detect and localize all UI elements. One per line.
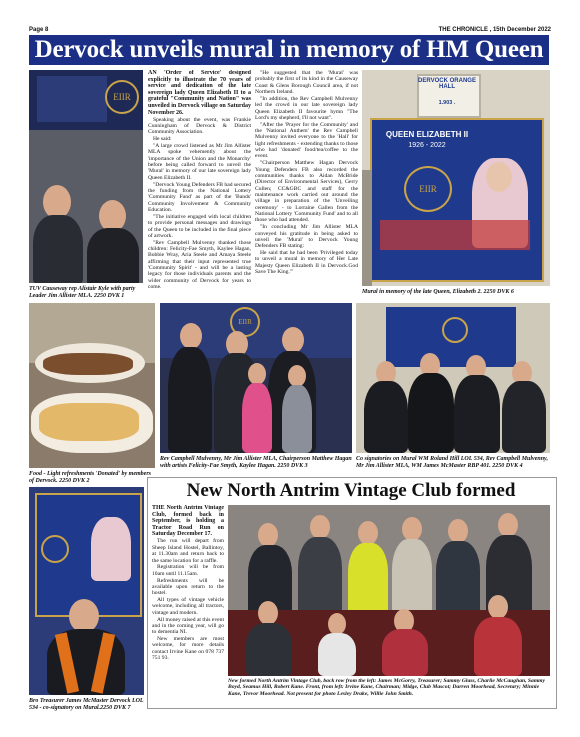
photo-treasurer [29,487,144,695]
article-paragraph: "He suggested that the 'Mural' was probably the first of its kind in the Causeway Coast & Glens Borough Council area, if not Northern Ireland. [255,70,358,96]
vintage-paragraph: All types of vintage vehicle welcome, including all tractors, vintage and modern. [152,597,224,616]
photo-mural [362,70,550,286]
headline-banner: Dervock unveils mural in memory of HM Queen [29,35,549,65]
photo-cosignatories [356,303,550,453]
caption-dvk1: TUV Causeway rep Alistair Kyle with party Leader Jim Allister MLA. 2250 DVK 1 [29,286,136,299]
royal-cipher-icon [442,317,468,343]
vintage-paragraph: All money raised at this event and in the coming year, will go to dementia NI. [152,616,224,636]
mural-queen-years: 1926 - 2022 [408,142,446,149]
photo-vintage-club [228,505,550,676]
article-lead: AN 'Order of Service' designed explicitly to illustrate the 70 years of service and dedication of the late sovereign lady Queen Elizabeth II to a grateful "Community and Nation" was unveiled in Dervock village on Saturday November 26. [148,70,251,116]
orange-hall-sign: DERVOCK ORANGE HALL [418,78,476,90]
article-paragraph: "Dervock Young Defenders FB had secured the funding from the National Lottery 'Community Fund' as part of the 'Bands' Community Involvement & Community Education. [148,181,251,213]
publication-date: THE CHRONICLE , 15th December 2022 [438,27,551,33]
photo-group-artists [160,303,352,453]
article-paragraph: "A large crowd listened as Mr Jim Allister MLA spoke vehemently about the 'importance of the Union and the Monarchy' before being called forward to unveil the 'Mural' in memory of our late sovereign lady Queen Elizabeth II. [148,143,251,181]
article-column-1 [148,70,251,298]
article-paragraph: "After the 'Prayer for the Community' and the 'National Anthem' the Rev Campbell Mulvenny invited everyone to the 'Hall' for light refreshments - extending thanks to those who had 'donated' food/tea/coffee to the event. [255,121,358,160]
royal-cipher-icon: EIIR [230,307,260,337]
article-paragraph: Speaking about the event, was Frankie Cunningham of Dervock & District Community Association. [148,116,251,136]
article-paragraph: "In addition, the Rev Campbell Mulvenny led the crowd in our late sovereign lady Queen Elizabeth II favourite hymn "The Lord's my shepherd, I'll not want". [255,95,358,121]
photo-refreshments [29,303,155,468]
article-paragraph: He said: [153,136,172,143]
caption-dvk7: Bro Treasurer James McMaster Dervock LOL 534 - co-signatory on Mural.2250 DVK 7 [29,698,144,711]
vintage-article [152,505,224,698]
article-column-2 [255,70,358,298]
article-paragraph: "Rev Campbell Mulvenny thanked those children: Felicity-Fae Smyth, Kaylee Hagan, Bobbie Wray, Aria Steele and Amaya Steele affirming that their input represented true 'Community Spirit' - and will be a lasting legacy for those individuals parents and the wider community of Dervock for years to come. [148,239,251,291]
vintage-paragraph: Registration will be from 10am until 11.15am. [152,564,224,577]
royal-cipher-icon: EIIR [404,166,452,212]
page-number: Page 8 [29,27,49,33]
vintage-paragraph: The run will depart from Sheep Island Hostel, Ballintoy, at 11.30am and return back to the same location for a raffle. [152,538,224,564]
caption-dvk3: Rev Campbell Mulvenny, Mr Jim Allister MLA, Chairperson Matthew Hagan with artists Felicity-Fae Smyth, Kaylee Hagan. 2250 DVK 3 [160,456,352,469]
royal-cipher-icon: EIIR [105,80,139,114]
article-paragraph: "In concluding Mr Jim Allister MLA conveyed his gratitude in being asked to unveil the 'Mural' to Dervock Young Defenders FB stating: [255,224,358,250]
vintage-paragraph: New members are most welcome, for more details contact Irvine Kane on 078 737 751 93. [152,636,224,662]
caption-dvk6: Mural in memory of the late Queen, Elizabeth 2. 2250 DVK 6 [362,289,514,295]
caption-dvk2: Food - Light refreshments 'Donated' by members of Dervock. 2250 DVK 2 [29,471,151,484]
vintage-headline: New North Antrim Vintage Club formed [186,480,516,501]
royal-cipher-icon [41,535,69,563]
caption-dvk4: Co signatories on Mural WM Roland Hill LOL 534, Rev Campbell Mulvenny, Mr Jim Allister MLA, WM James McMaster RBP 401. 2250 DVK 4 [356,456,548,469]
article-paragraph: "Chairperson Matthew Hagan Dervock Young Defenders FB also recorded the communities thanks to Aidan McBride (Director of Environmental Services), Gerry Cullen; CC&GBC and staff for the maintenance work carried out around the village in preparation of the 'Unveiling ceremony' - to Lorraine Gallen from the National Lottery 'Community Fund' and to all those who had attended. [255,160,358,224]
vintage-lead: THE North Antrim Vintage Club, formed back in September, is holding a Tractor Road Run on Saturday December 17. [152,505,224,538]
photo-tuv-reps [29,70,143,283]
article-paragraph: "The initiative engaged with local children to provide personal messages and drawings of the Queen to be included in the final piece of artwork. [148,213,251,239]
mural-queen-title: QUEEN ELIZABETH II [385,130,469,139]
article-paragraph: He said that he had been 'Privileged today to unveil a mural in memory of Her Late Majesty Queen Elizabeth II in Dervock.God Save The King.'" [255,250,358,276]
caption-vintage: New formed North Antrim Vintage Club, back row from the left: James McGorry, Treasurer; Sammy Glass, Charlie McCaughan, Sammy Boyd, Seamus Hill, Robert Kane. Front, from left: Irvine Kane, Chairman; Midge, Club Mascot; Darren Moorhead, Secretary; Minnie Kane, Trevor Moorhead. Not present for photo Lesley Drake, Willie John Smith. [228,678,546,697]
vintage-paragraph: Refreshments will be available upon return to the hostel. [152,577,224,597]
orange-hall-year: 1.903 . [438,100,456,106]
